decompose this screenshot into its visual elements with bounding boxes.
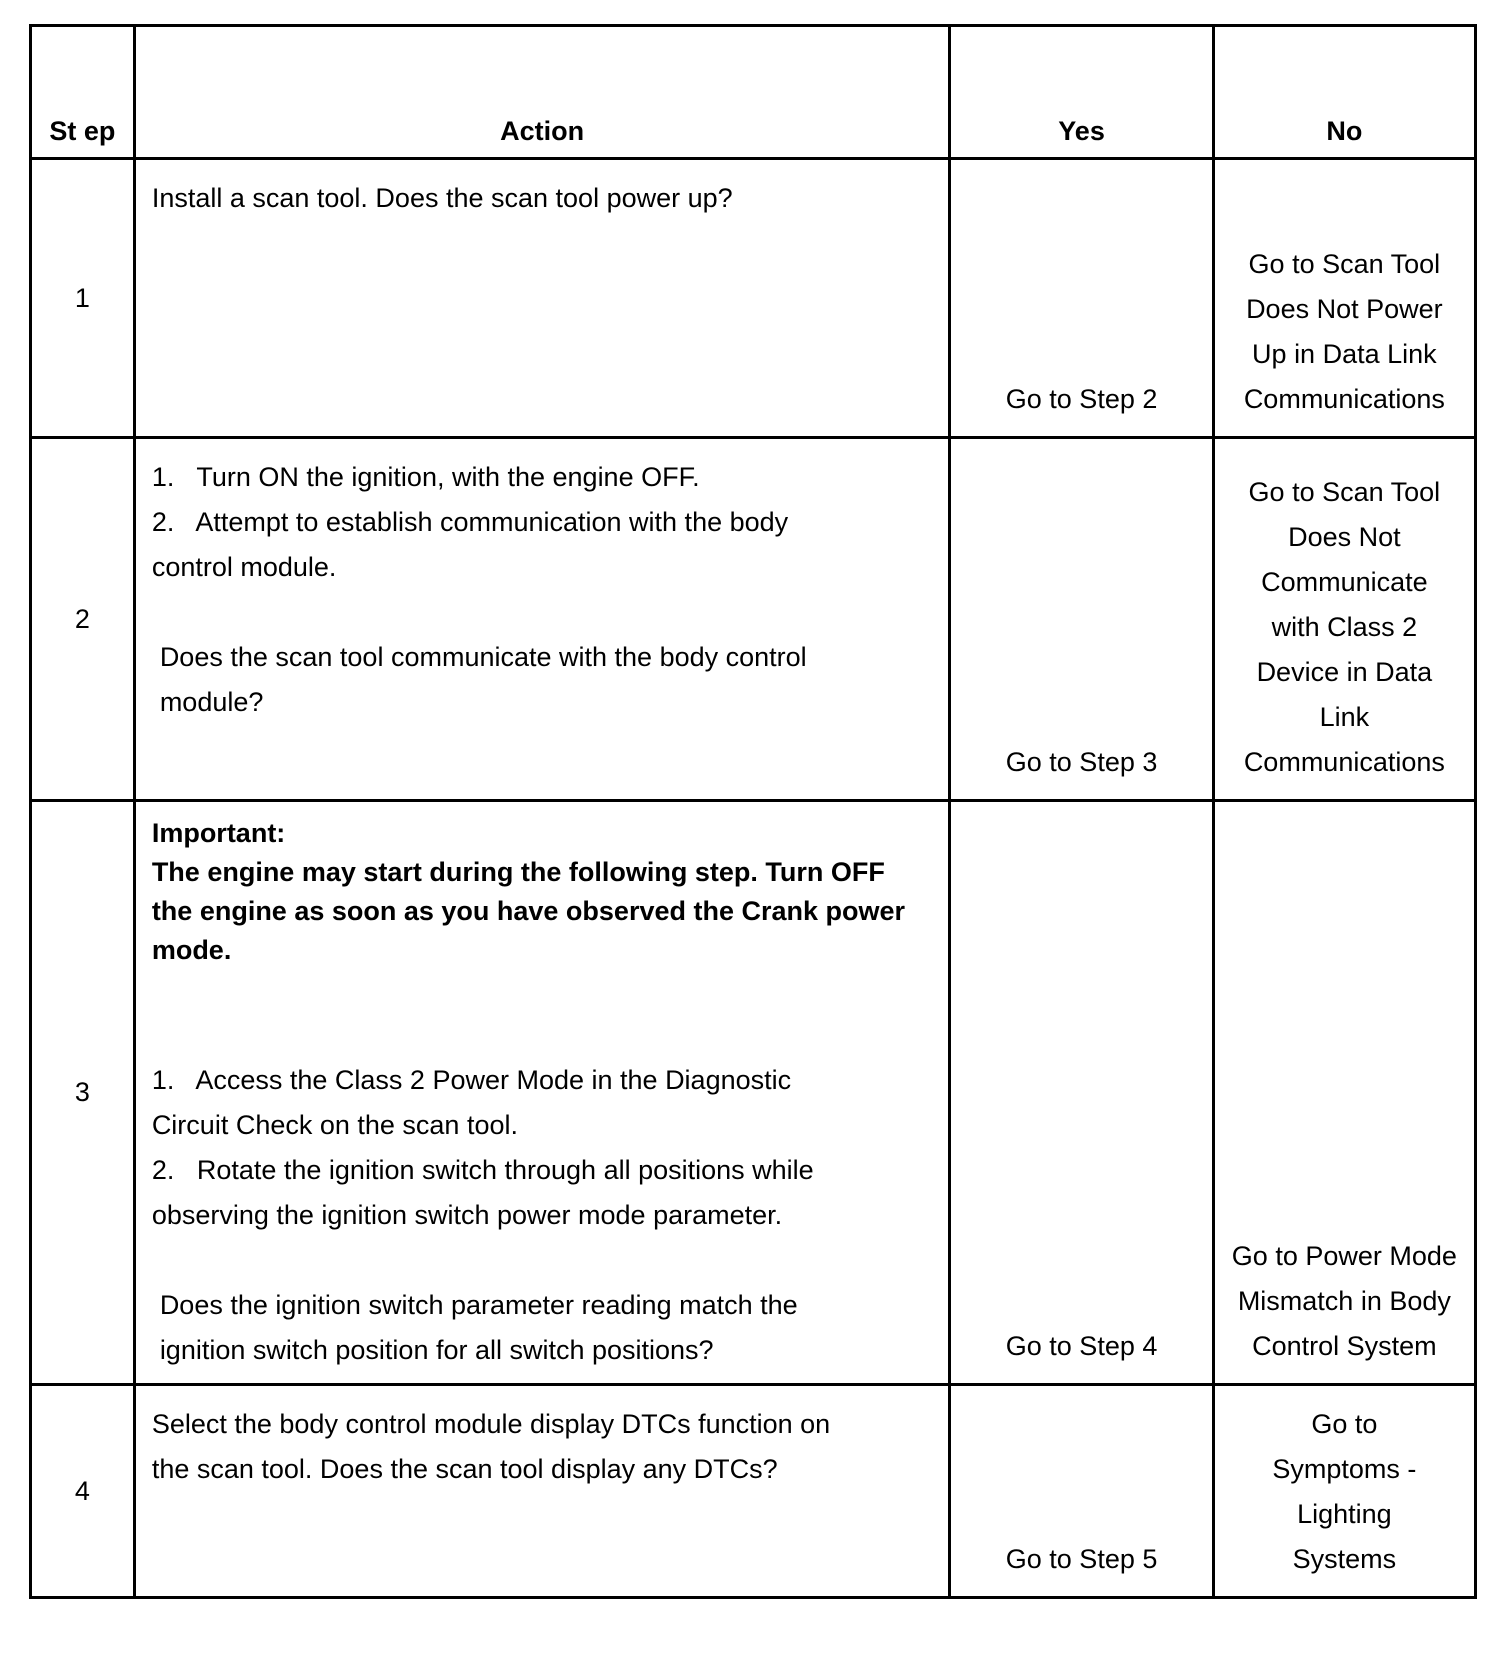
header-step: St ep — [31, 26, 135, 159]
diagnostic-table — [29, 24, 1477, 1599]
action-cell — [134, 1385, 950, 1598]
action-item: 2. Rotate the ignition switch through all positions while observing the ignition switch power mode parameter. — [151, 1155, 822, 1230]
yes-cell: Go to Step 3 — [950, 438, 1213, 801]
action-cell — [134, 801, 950, 1385]
action-text: Select the body control module display DTCs function on the scan tool. Does the scan tool display any DTCs? — [151, 1409, 831, 1484]
yes-cell: Go to Step 2 — [950, 159, 1213, 438]
header-yes: Yes — [950, 26, 1213, 159]
table-row — [31, 159, 1476, 438]
header-row — [31, 26, 1476, 159]
step-number: 1 — [31, 159, 135, 438]
yes-cell: Go to Step 5 — [950, 1385, 1213, 1598]
spacer — [152, 590, 939, 635]
table-row — [31, 801, 1476, 1385]
no-cell: Go to Symptoms - Lighting Systems — [1213, 1385, 1475, 1598]
action-item: 2. Attempt to establish communication with the body control module. — [151, 507, 796, 582]
action-item: 1. Turn ON the ignition, with the engine OFF. — [151, 462, 700, 492]
no-cell: Go to Scan Tool Does Not Communicate with Class 2 Device in Data Link Communications — [1213, 438, 1475, 801]
action-text: Install a scan tool. Does the scan tool power up? — [151, 183, 733, 213]
spacer — [152, 1238, 939, 1283]
important-label: Important: — [151, 818, 286, 848]
action-cell — [134, 438, 950, 801]
action-question: Does the scan tool communicate with the body control module? — [159, 642, 807, 717]
yes-cell: Go to Step 4 — [950, 801, 1213, 1385]
step-number: 2 — [31, 438, 135, 801]
important-text: The engine may start during the following step. Turn OFF the engine as soon as you have observed the Crank power mode. — [151, 857, 906, 965]
spacer — [152, 970, 939, 1058]
header-action: Action — [134, 26, 950, 159]
no-cell: Go to Scan Tool Does Not Power Up in Data Link Communications — [1213, 159, 1475, 438]
step-number: 3 — [31, 801, 135, 1385]
table-row — [31, 438, 1476, 801]
action-cell — [134, 159, 950, 438]
action-question: Does the ignition switch parameter reading match the ignition switch position for all switch positions? — [159, 1290, 798, 1365]
action-item: 1. Access the Class 2 Power Mode in the Diagnostic Circuit Check on the scan tool. — [151, 1065, 799, 1140]
no-cell: Go to Power Mode Mismatch in Body Control System — [1213, 801, 1475, 1385]
step-number: 4 — [31, 1385, 135, 1598]
header-no: No — [1213, 26, 1475, 159]
table-row — [31, 1385, 1476, 1598]
